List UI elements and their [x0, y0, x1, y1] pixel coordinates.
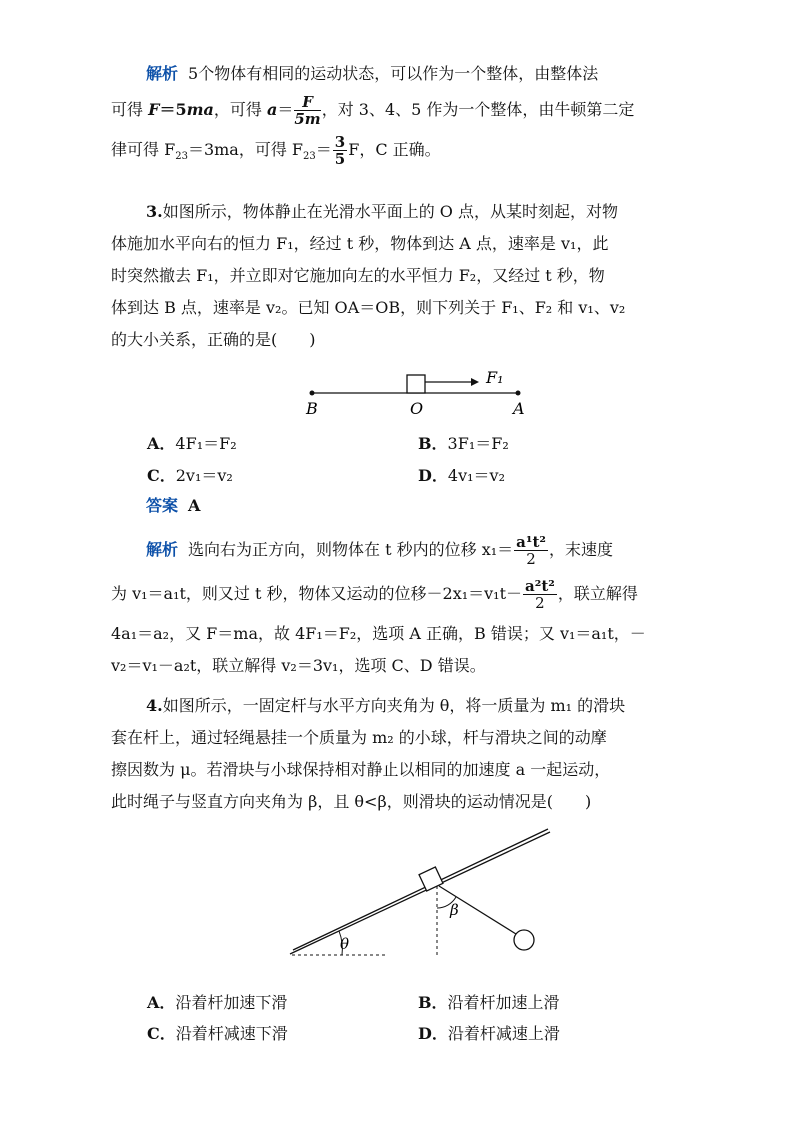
text: ＝5 [159, 100, 187, 119]
option-text: 2v₁＝v₂ [175, 466, 233, 485]
q4-option-a [147, 990, 287, 1013]
label-b: B [306, 399, 318, 418]
text: 律可得 F [111, 140, 176, 159]
text: ，联立解得 [557, 584, 638, 603]
answer-label: 答案 [146, 496, 179, 515]
subscript: 23 [175, 151, 188, 163]
q3-option-d [418, 463, 505, 486]
slider [419, 867, 443, 891]
q3-answer [111, 490, 686, 522]
q4-line-3: 擦因数为 μ。若滑块与小球保持相对静止以相同的加速度 a 一起运动， [111, 760, 611, 779]
q4-option-b [418, 990, 560, 1013]
q2-analysis-line-2 [111, 90, 686, 130]
q3-analysis-line-3: 4a₁＝a₂，又 F＝ma，故 4F₁＝F₂，选项 A 正确，B 错误；又 v₁＝a₁t，－ [111, 624, 646, 643]
q3-option-a [147, 431, 237, 454]
numerator: a¹t² [516, 533, 546, 551]
force-label: F₁ [486, 368, 504, 387]
question-number: 4. [146, 696, 163, 715]
text: ＝ [315, 140, 332, 159]
q4-option-c [147, 1021, 288, 1044]
subscript: 23 [303, 151, 316, 163]
option-text: 沿着杆加速下滑 [175, 993, 288, 1012]
symbol: F [148, 100, 160, 119]
numerator: F [302, 93, 313, 111]
text: 为 v₁＝a₁t，则又过 t 秒，物体又运动的位移－2x₁＝v₁t－ [111, 584, 523, 603]
question-number: 3. [146, 202, 163, 221]
numerator: a²t² [525, 577, 555, 595]
text: ，对 3、4、5 作为一个整体，由牛顿第二定 [321, 100, 635, 119]
text: 可得 [111, 100, 149, 119]
beta-label: β [450, 901, 459, 919]
option-key: D． [418, 1024, 448, 1043]
point-a-dot [516, 391, 521, 396]
q3-figure [296, 360, 536, 420]
text: 5个物体有相同的运动状态，可以作为一个整体，由整体法 [188, 64, 599, 83]
q4-line-2: 套在杆上，通过轻绳悬挂一个质量为 m₂ 的小球，杆与滑块之间的动摩 [111, 728, 607, 747]
option-text: 沿着杆加速上滑 [447, 993, 560, 1012]
q3-line-2: 体施加水平向右的恒力 F₁，经过 t 秒，物体到达 A 点，速率是 v₁，此 [111, 234, 609, 253]
denominator: 5m [294, 110, 321, 128]
fraction-f-over-5m [294, 94, 320, 127]
numerator: 3 [334, 133, 346, 151]
q3-analysis-line-2 [111, 570, 686, 618]
symbol: ma [186, 100, 214, 119]
option-key: B． [418, 434, 448, 453]
q3-answer-line [111, 490, 686, 522]
text: ，可得 [213, 100, 267, 119]
q2-analysis [111, 58, 686, 170]
q2-analysis-line-3 [111, 130, 686, 170]
text: F，C 正确。 [348, 140, 441, 159]
q3-analysis-line-1 [111, 530, 686, 570]
rod-upper-edge [293, 829, 548, 950]
option-text: 4v₁＝v₂ [447, 466, 505, 485]
q4-figure [288, 826, 558, 966]
option-key: B． [418, 993, 448, 1012]
fraction-displacement [514, 534, 548, 567]
q3-analysis-line-4: v₂＝v₁－a₂t，联立解得 v₂＝3v₁，选项 C、D 错误。 [111, 656, 486, 675]
answer-value: A [188, 496, 201, 515]
option-key: C． [147, 1024, 176, 1043]
q3-option-c [147, 463, 233, 486]
denominator: 2 [526, 550, 536, 568]
option-key: D． [418, 466, 448, 485]
q3-options [147, 431, 667, 495]
option-key: C． [147, 466, 176, 485]
text: ＝3ma，可得 F [187, 140, 304, 159]
option-key: A． [147, 434, 176, 453]
text: ＝ [277, 100, 294, 119]
text: 选向右为正方向，则物体在 t 秒内的位移 x₁＝ [188, 540, 514, 559]
rod-lower-edge [290, 832, 550, 954]
block [407, 375, 425, 393]
denominator: 5 [334, 150, 346, 168]
option-text: 4F₁＝F₂ [175, 434, 237, 453]
label-a: A [513, 399, 525, 418]
denominator: 2 [535, 594, 545, 612]
analysis-label: 解析 [146, 64, 179, 83]
label-o: O [410, 399, 424, 418]
q2-analysis-line-1 [111, 58, 686, 90]
q4-line-4: 此时绳子与竖直方向夹角为 β，且 θ<β，则滑块的运动情况是( ) [111, 792, 592, 811]
text: 如图所示，一固定杆与水平方向夹角为 θ，将一质量为 m₁ 的滑块 [162, 696, 626, 715]
option-key: A． [147, 993, 176, 1012]
q3-line-5: 的大小关系，正确的是( ) [111, 330, 316, 349]
q4-stem [111, 690, 686, 818]
symbol: a [266, 100, 278, 119]
q4-option-d [418, 1021, 560, 1044]
option-text: 3F₁＝F₂ [447, 434, 509, 453]
option-text: 沿着杆减速下滑 [175, 1024, 288, 1043]
fraction-3-over-5 [333, 134, 347, 167]
q3-line-1 [111, 196, 686, 228]
option-text: 沿着杆减速上滑 [447, 1024, 560, 1043]
q3-analysis [111, 530, 686, 682]
fraction-second-displacement [523, 578, 557, 611]
ball [514, 930, 534, 950]
q3-stem [111, 196, 686, 356]
q3-line-3: 时突然撤去 F₁，并立即对它施加向左的水平恒力 F₂，又经过 t 秒，物 [111, 266, 605, 285]
q3-line-4: 体到达 B 点，速率是 v₂。已知 OA＝OB，则下列关于 F₁、F₂ 和 v₁、v₂ [111, 298, 626, 317]
q3-option-b [418, 431, 509, 454]
text: ，末速度 [548, 540, 613, 559]
q4-line-1 [111, 690, 686, 722]
theta-label: θ [340, 935, 350, 953]
text: 如图所示，物体静止在光滑水平面上的 O 点，从某时刻起，对物 [162, 202, 618, 221]
force-arrow-head [471, 378, 479, 386]
point-b-dot [310, 391, 315, 396]
analysis-label: 解析 [146, 540, 179, 559]
q4-options [147, 990, 667, 1054]
